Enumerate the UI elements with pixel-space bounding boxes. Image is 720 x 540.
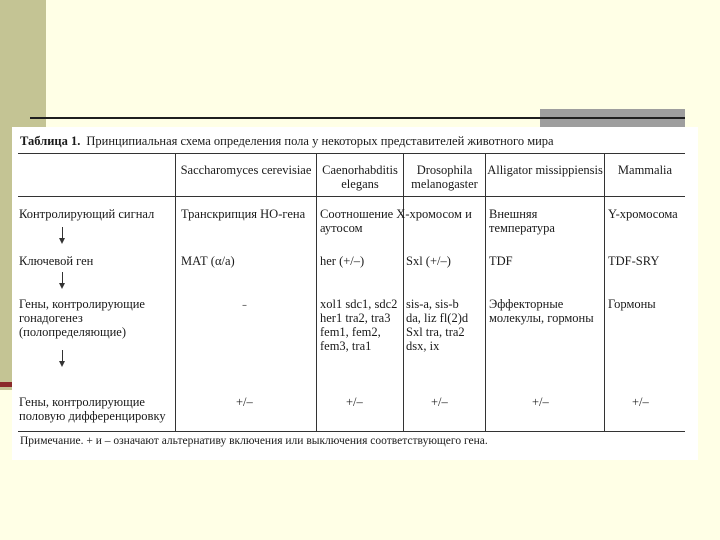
header-caenorhabditis: Caenorhabditis elegans <box>322 163 398 191</box>
row-label-gonadogenesis: Гены, контролирующие гонадогенез (полопределяющие) <box>19 297 145 339</box>
col-divider-5 <box>604 153 605 431</box>
col-divider-2 <box>316 153 317 431</box>
cell-gonad-saccharomyces: – <box>242 300 247 311</box>
cell-diff-drosophila: +/– <box>431 395 448 409</box>
rule-bottom <box>18 431 685 432</box>
cell-gonad-drosophila: sis-a, sis-b da, liz fl(2)d Sxl tra, tra2 dsx, ix <box>406 297 469 353</box>
cell-diff-mammalia: +/– <box>632 395 649 409</box>
cell-key-caenorhabditis: her (+/–) <box>320 254 365 268</box>
cell-signal-mammalia: Y-хромосома <box>608 207 678 221</box>
row-label-differentiation: Гены, контролирующие половую дифференцировку <box>19 395 166 423</box>
down-arrow-icon <box>62 350 63 362</box>
cell-signal-caenorhabditis: Соотношение Х-хромосом и аутосом <box>320 207 472 235</box>
cell-gonad-caenorhabditis: xol1 sdc1, sdc2 her1 tra2, tra3 fem1, fem2, fem3, tra1 <box>320 297 398 353</box>
cell-key-alligator: TDF <box>489 254 513 268</box>
cell-key-drosophila: Sxl (+/–) <box>406 254 451 268</box>
table-caption-label: Таблица 1. <box>20 134 81 148</box>
table-note: Примечание. + и – означают альтернативу включения или выключения соответствующего гена. <box>20 435 488 447</box>
title-rule <box>30 117 685 119</box>
row-label-control-signal: Контролирующий сигнал <box>19 207 155 221</box>
header-alligator: Alligator missippiensis <box>487 163 603 177</box>
header-mammalia: Mammalia <box>617 163 673 177</box>
down-arrow-icon <box>62 227 63 239</box>
decorative-accent <box>0 382 12 387</box>
cell-diff-caenorhabditis: +/– <box>346 395 363 409</box>
cell-gonad-alligator: Эффекторные молекулы, гормоны <box>489 297 594 325</box>
table-image <box>12 127 698 460</box>
cell-gonad-mammalia: Гормоны <box>608 297 656 311</box>
table-caption <box>20 134 554 149</box>
rule-top <box>18 153 685 154</box>
header-saccharomyces: Saccharomyces cerevisiae <box>180 163 312 177</box>
down-arrow-icon <box>62 272 63 284</box>
table-caption-text: Принципиальная схема определения пола у некоторых представителей животного мира <box>86 134 554 148</box>
row-label-key-gene: Ключевой ген <box>19 254 94 268</box>
rule-header <box>18 196 685 197</box>
cell-signal-saccharomyces: Транскрипция НО-гена <box>181 207 306 221</box>
cell-diff-alligator: +/– <box>532 395 549 409</box>
cell-key-mammalia: TDF-SRY <box>608 254 660 268</box>
cell-key-saccharomyces: МАТ (α/a) <box>181 254 235 268</box>
header-drosophila: Drosophila melanogaster <box>411 163 478 191</box>
col-divider-3 <box>403 153 404 431</box>
col-divider-4 <box>485 153 486 431</box>
col-divider-1 <box>175 153 176 431</box>
cell-signal-alligator: Внешняя температура <box>489 207 555 235</box>
cell-diff-saccharomyces: +/– <box>236 395 253 409</box>
